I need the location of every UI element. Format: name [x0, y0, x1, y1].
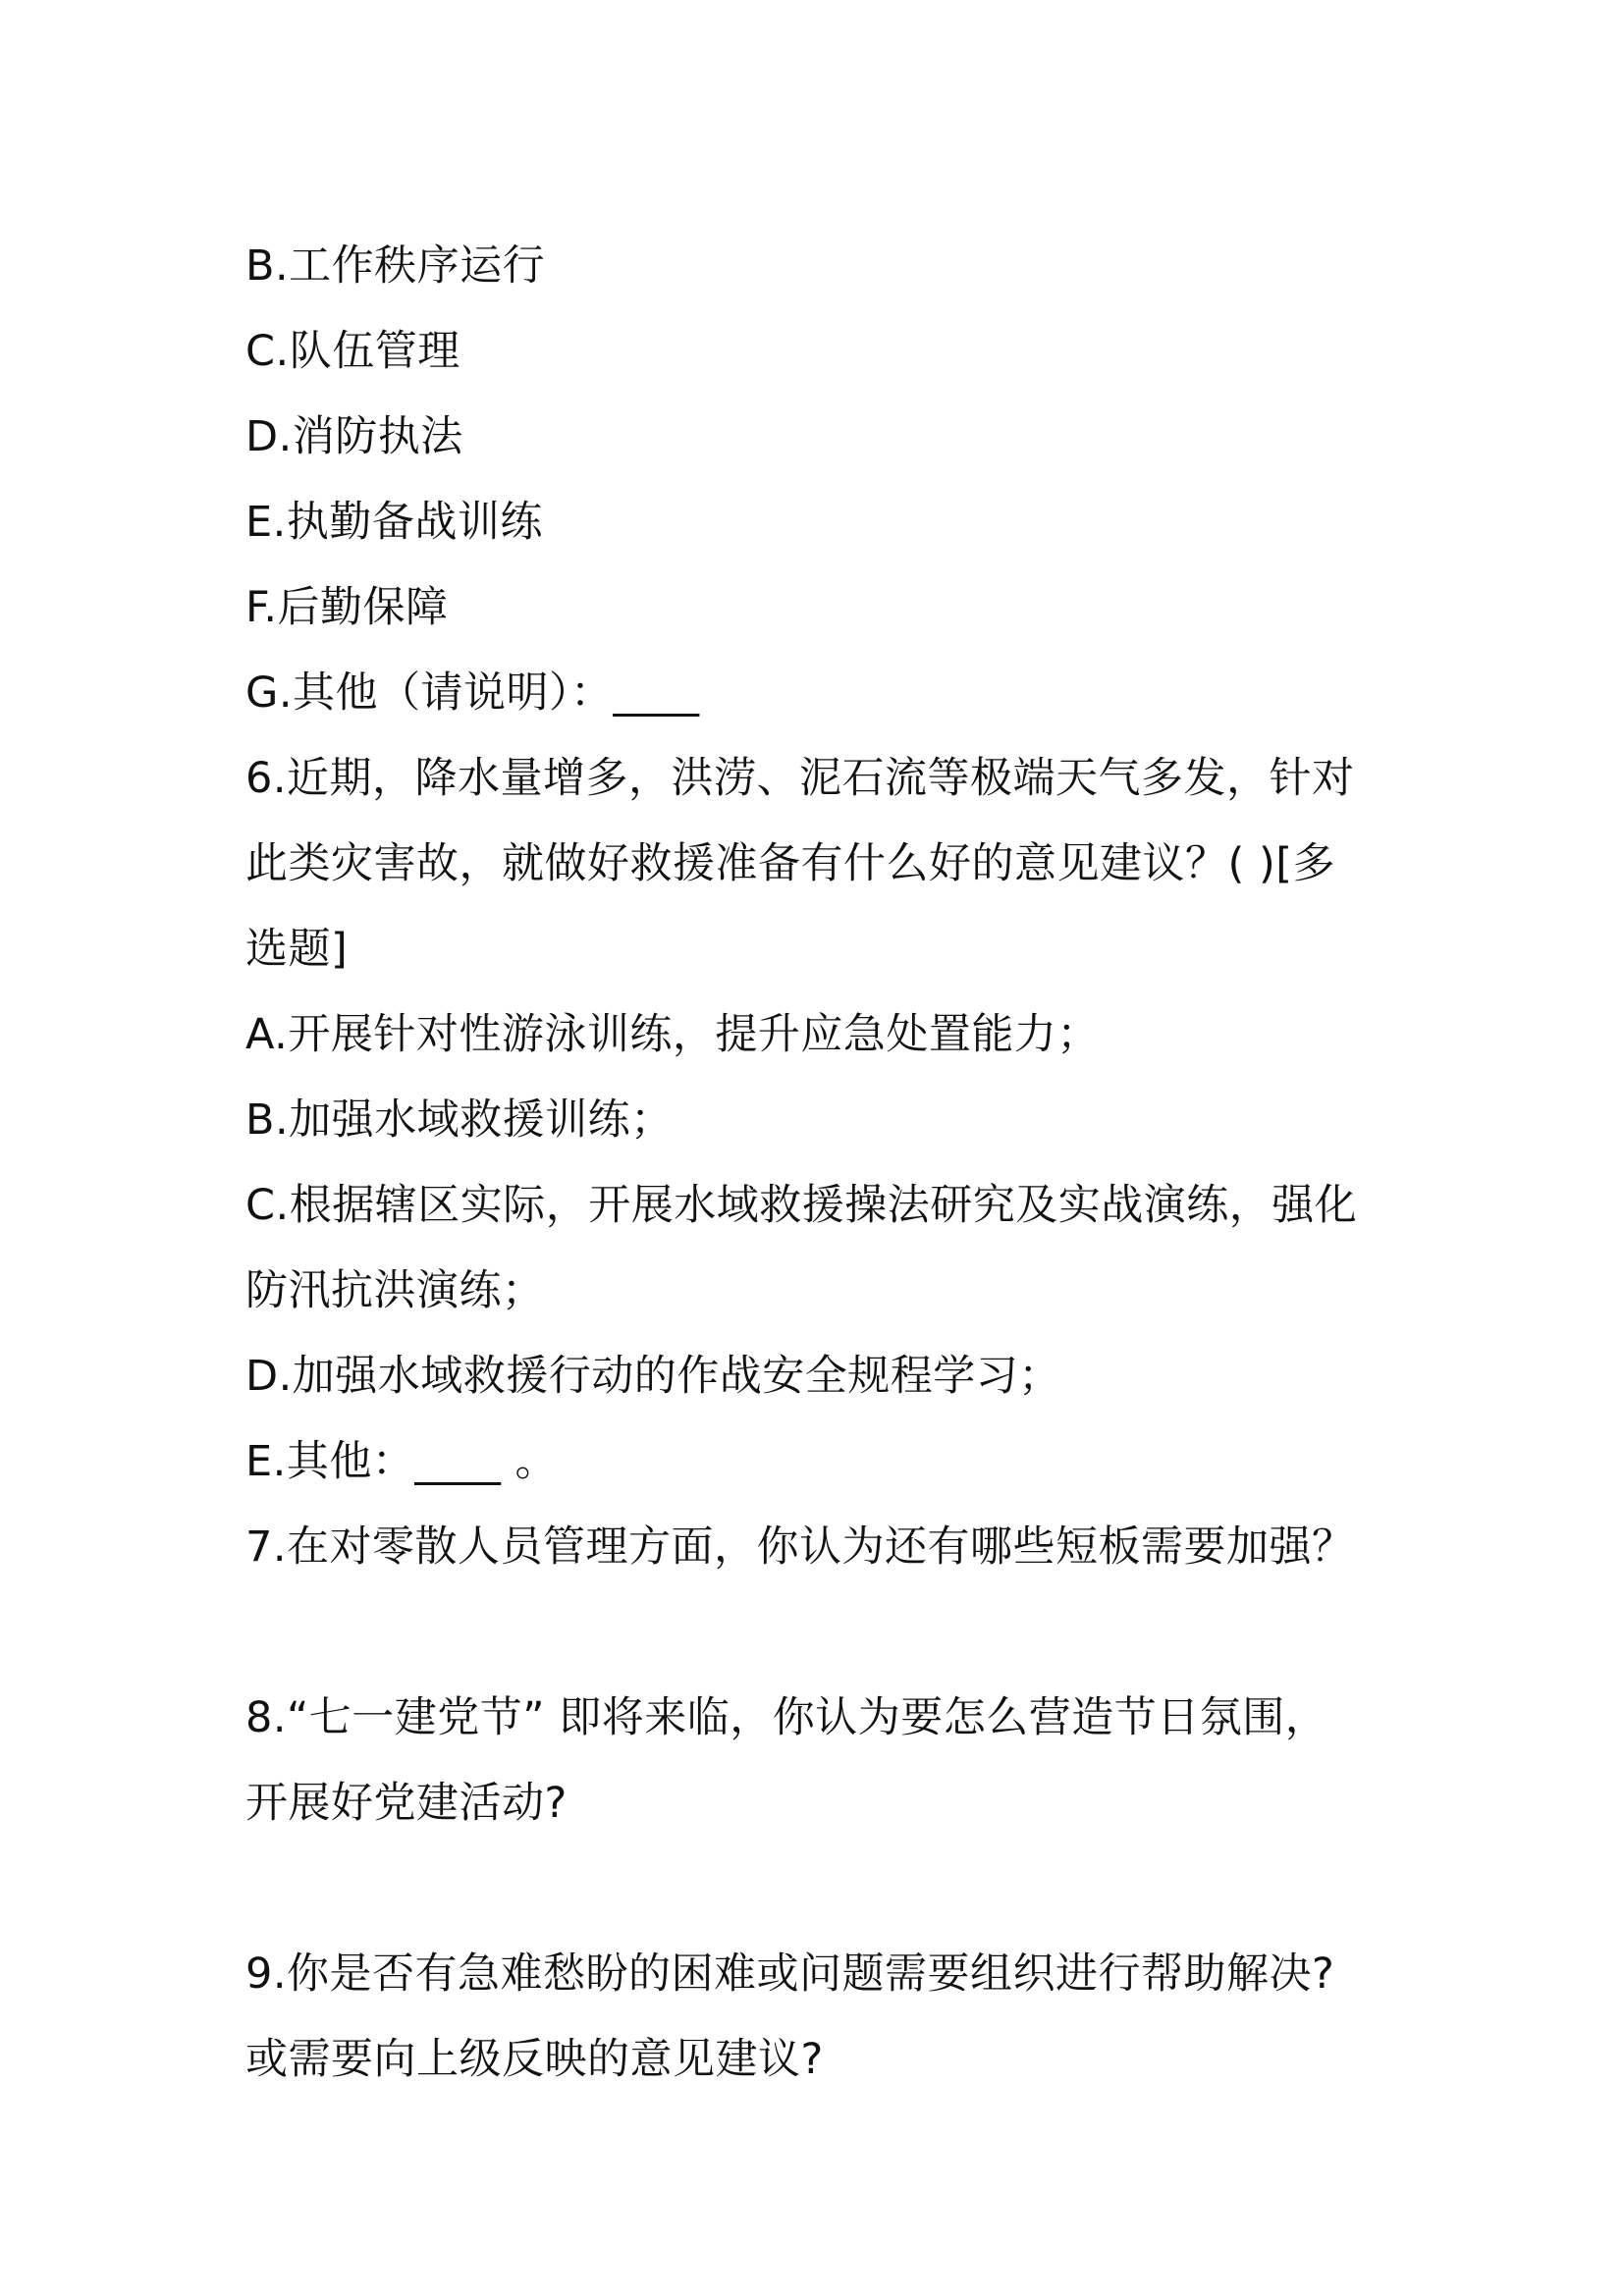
- q6-option-a: A.开展针对性游泳训练，提升应急处置能力；: [245, 1010, 1100, 1059]
- document-page: [245, 224, 1394, 2103]
- q5-option-g: G.其他（请说明）：____: [245, 668, 700, 718]
- q5-option-c: C.队伍管理: [245, 327, 460, 376]
- q7-question: 7.在对零散人员管理方面，你认为还有哪些短板需要加强？: [245, 1522, 1355, 1572]
- q8-question-line-1: 8.“七一建党节” 即将来临，你认为要怎么营造节日氛围，: [245, 1693, 1328, 1742]
- q8-question-line-2: 开展好党建活动?: [245, 1779, 568, 1828]
- q6-option-e: E.其他：____ 。: [245, 1437, 559, 1486]
- q8-answer-space: [245, 1846, 1394, 1932]
- q5-option-b: B.工作秩序运行: [245, 241, 546, 291]
- q6-option-c-line-1: C.根据辖区实际，开展水域救援操法研究及实战演练，强化: [245, 1181, 1358, 1230]
- q6-question-line-3: 选题]: [245, 925, 349, 974]
- q7-answer-space: [245, 1590, 1394, 1676]
- q6-option-c-line-2: 防汛抗洪演练；: [245, 1266, 545, 1315]
- q6-option-b: B.加强水域救援训练；: [245, 1095, 674, 1145]
- q6-question-line-1: 6.近期，降水量增多，洪涝、泥石流等极端天气多发，针对: [245, 754, 1355, 803]
- q5-option-f: F.后勤保障: [245, 583, 449, 632]
- q5-option-e: E.执勤备战训练: [245, 498, 543, 547]
- q6-option-d: D.加强水域救援行动的作战安全规程学习；: [245, 1352, 1061, 1401]
- q9-question-line-2: 或需要向上级反映的意见建议?: [245, 2035, 824, 2084]
- q9-question-line-1: 9.你是否有急难愁盼的困难或问题需要组织进行帮助解决?: [245, 1949, 1335, 1999]
- q6-question-line-2: 此类灾害故，就做好救援准备有什么好的意见建议？( )[多: [245, 839, 1335, 888]
- q5-option-d: D.消防执法: [245, 412, 463, 461]
